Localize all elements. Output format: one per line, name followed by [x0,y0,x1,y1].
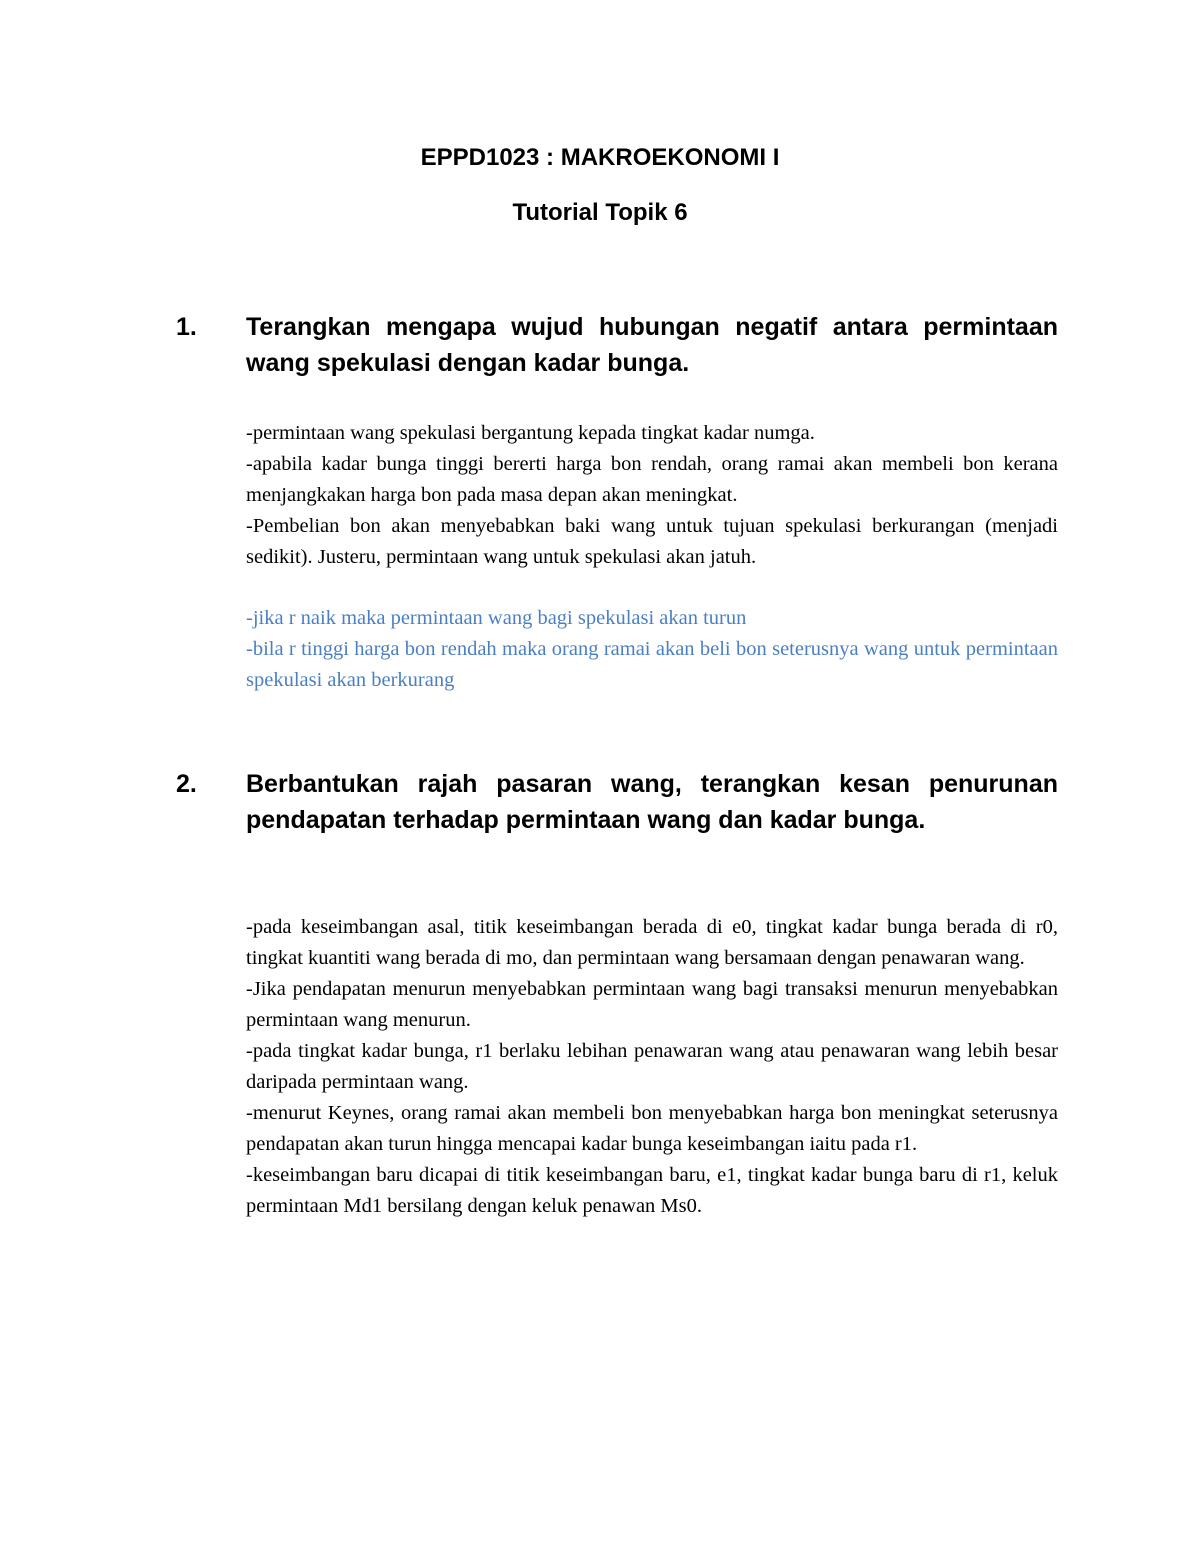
answer-1-note [246,603,1058,696]
answer-line: -keseimbangan baru dicapai di titik keseimbangan baru, e1, tingkat kadar bunga baru di r1, keluk permintaan Md1 bersilang dengan keluk penawan Ms0. [246,1164,1058,1217]
answer-1 [246,418,1058,573]
tutorial-title: Tutorial Topik 6 [512,199,688,226]
question-text: Terangkan mengapa wujud hubungan negatif antara permintaan wang spekulasi dengan kadar bunga. [246,313,1058,377]
answer-line: -Jika pendapatan menurun menyebabkan permintaan wang bagi transaksi menurun menyebabkan permintaan wang menurun. [246,978,1058,1031]
answer-2 [246,912,1058,1222]
answer-line: -apabila kadar bunga tinggi bererti harga bon rendah, orang ramai akan membeli bon kerana menjangkakan harga bon pada masa depan akan meningkat. [246,453,1058,506]
answer-line: -pada tingkat kadar bunga, r1 berlaku lebihan penawaran wang atau penawaran wang lebih besar daripada permintaan wang. [246,1040,1058,1093]
answer-line: -pada keseimbangan asal, titik keseimbangan berada di e0, tingkat kadar bunga berada di r0, tingkat kuantiti wang berada di mo, dan permintaan wang bersamaan dengan penawaran wang. [246,916,1058,969]
question-number: 1. [176,313,197,341]
answer-line: -Pembelian bon akan menyebabkan baki wang untuk tujuan spekulasi berkurangan (menjadi sedikit). Justeru, permintaan wang untuk spekulasi akan jatuh. [246,515,1058,568]
answer-line: -menurut Keynes, orang ramai akan membeli bon menyebabkan harga bon meningkat seterusnya pendapatan akan turun hingga mencapai kadar bunga keseimbangan iaitu pada r1. [246,1102,1058,1155]
note-line: -jika r naik maka permintaan wang bagi spekulasi akan turun [246,607,747,629]
question-number: 2. [176,770,197,798]
course-title: EPPD1023 : MAKROEKONOMI I [420,144,780,171]
answer-line: -permintaan wang spekulasi bergantung kepada tingkat kadar numga. [246,422,815,444]
note-line: -bila r tinggi harga bon rendah maka orang ramai akan beli bon seterusnya wang untuk permintaan spekulasi akan berkurang [246,638,1058,691]
question-text: Berbantukan rajah pasaran wang, terangkan kesan penurunan pendapatan terhadap permintaan wang dan kadar bunga. [246,770,1058,834]
